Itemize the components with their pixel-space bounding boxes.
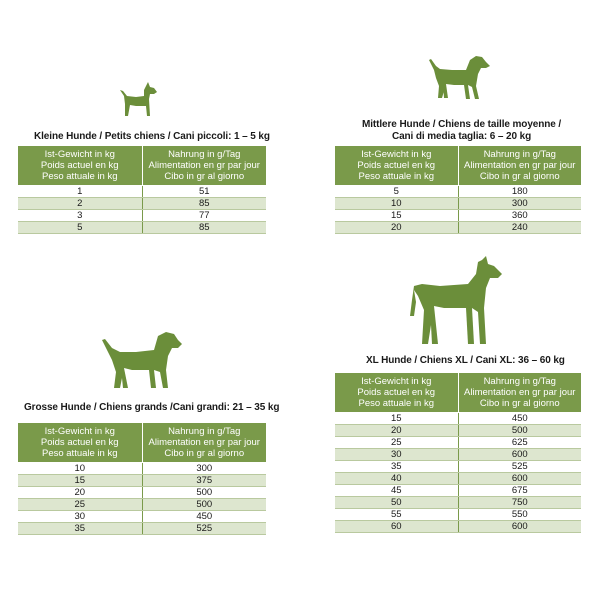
large-dog-icon: [100, 330, 184, 390]
table-row: [335, 521, 581, 533]
food-column-header: Nahrung in g/Tag Alimentation en gr par jour Cibo in gr al giorno: [142, 146, 266, 186]
weight-cell: 15: [335, 210, 458, 222]
table-row: [335, 210, 581, 222]
small-dog-title: Kleine Hunde / Petits chiens / Cani piccoli: 1 – 5 kg: [34, 131, 270, 142]
weight-column-header: Ist-Gewicht in kg Poids actuel en kg Peso attuale in kg: [335, 373, 458, 413]
table-row: [335, 425, 581, 437]
table-row: [335, 198, 581, 210]
weight-column-header: Ist-Gewicht in kg Poids actuel en kg Peso attuale in kg: [18, 423, 142, 463]
food-cell: 450: [142, 511, 266, 523]
table-row: [18, 186, 266, 198]
weight-cell: 55: [335, 509, 458, 521]
food-cell: 77: [142, 210, 266, 222]
large-dog-feeding-table: [18, 423, 266, 535]
food-cell: 600: [458, 473, 581, 485]
medium-dog-feeding-table: [335, 146, 581, 234]
table-row: [18, 210, 266, 222]
weight-cell: 35: [18, 523, 142, 535]
food-cell: 525: [142, 523, 266, 535]
food-column-header: Nahrung in g/Tag Alimentation en gr par jour Cibo in gr al giorno: [458, 373, 581, 413]
table-row: [18, 463, 266, 475]
food-cell: 550: [458, 509, 581, 521]
medium-dog-icon: [426, 54, 492, 100]
table-row: [335, 497, 581, 509]
xl-dog-icon: [410, 256, 506, 346]
food-cell: 675: [458, 485, 581, 497]
weight-cell: 15: [18, 475, 142, 487]
weight-cell: 1: [18, 186, 142, 198]
table-row: [18, 499, 266, 511]
table-row: [335, 437, 581, 449]
weight-cell: 20: [335, 222, 458, 234]
medium-dog-title-line-2: Cani di media taglia: 6 – 20 kg: [391, 131, 532, 142]
food-cell: 51: [142, 186, 266, 198]
table-row: [18, 198, 266, 210]
food-cell: 450: [458, 413, 581, 425]
weight-cell: 30: [335, 449, 458, 461]
table-row: [18, 222, 266, 234]
table-row: [18, 475, 266, 487]
weight-cell: 25: [335, 437, 458, 449]
weight-cell: 60: [335, 521, 458, 533]
food-cell: 500: [458, 425, 581, 437]
weight-cell: 40: [335, 473, 458, 485]
weight-cell: 10: [18, 463, 142, 475]
weight-cell: 2: [18, 198, 142, 210]
medium-dog-title-line-1: Mittlere Hunde / Chiens de taille moyenne /: [362, 119, 562, 130]
food-cell: 525: [458, 461, 581, 473]
food-cell: 180: [458, 186, 581, 198]
weight-column-header: Ist-Gewicht in kg Poids actuel en kg Peso attuale in kg: [335, 146, 458, 186]
xl-dog-feeding-table: [335, 373, 581, 533]
food-cell: 600: [458, 521, 581, 533]
food-cell: 85: [142, 222, 266, 234]
weight-cell: 20: [18, 487, 142, 499]
weight-cell: 25: [18, 499, 142, 511]
weight-cell: 30: [18, 511, 142, 523]
weight-cell: 10: [335, 198, 458, 210]
xl-dog-title: XL Hunde / Chiens XL / Cani XL: 36 – 60 kg: [366, 355, 565, 366]
table-row: [18, 523, 266, 535]
food-cell: 300: [142, 463, 266, 475]
food-cell: 500: [142, 487, 266, 499]
weight-cell: 35: [335, 461, 458, 473]
food-cell: 625: [458, 437, 581, 449]
table-row: [335, 461, 581, 473]
weight-cell: 20: [335, 425, 458, 437]
weight-cell: 3: [18, 210, 142, 222]
food-cell: 500: [142, 499, 266, 511]
weight-column-header: Ist-Gewicht in kg Poids actuel en kg Peso attuale in kg: [18, 146, 142, 186]
large-dog-title: Grosse Hunde / Chiens grands /Cani grandi: 21 – 35 kg: [24, 402, 280, 413]
food-column-header: Nahrung in g/Tag Alimentation en gr par jour Cibo in gr al giorno: [142, 423, 266, 463]
food-cell: 85: [142, 198, 266, 210]
table-row: [335, 222, 581, 234]
weight-cell: 45: [335, 485, 458, 497]
table-row: [18, 487, 266, 499]
small-dog-icon: [116, 82, 160, 118]
table-row: [335, 449, 581, 461]
food-cell: 375: [142, 475, 266, 487]
table-row: [335, 509, 581, 521]
weight-cell: 5: [18, 222, 142, 234]
weight-cell: 50: [335, 497, 458, 509]
weight-cell: 5: [335, 186, 458, 198]
weight-cell: 15: [335, 413, 458, 425]
food-cell: 600: [458, 449, 581, 461]
table-row: [335, 186, 581, 198]
food-cell: 300: [458, 198, 581, 210]
table-row: [335, 485, 581, 497]
table-row: [18, 511, 266, 523]
food-cell: 360: [458, 210, 581, 222]
table-row: [335, 473, 581, 485]
table-row: [335, 413, 581, 425]
medium-dog-title: [362, 119, 561, 143]
small-dog-feeding-table: [18, 146, 266, 234]
food-cell: 240: [458, 222, 581, 234]
food-cell: 750: [458, 497, 581, 509]
food-column-header: Nahrung in g/Tag Alimentation en gr par jour Cibo in gr al giorno: [458, 146, 581, 186]
